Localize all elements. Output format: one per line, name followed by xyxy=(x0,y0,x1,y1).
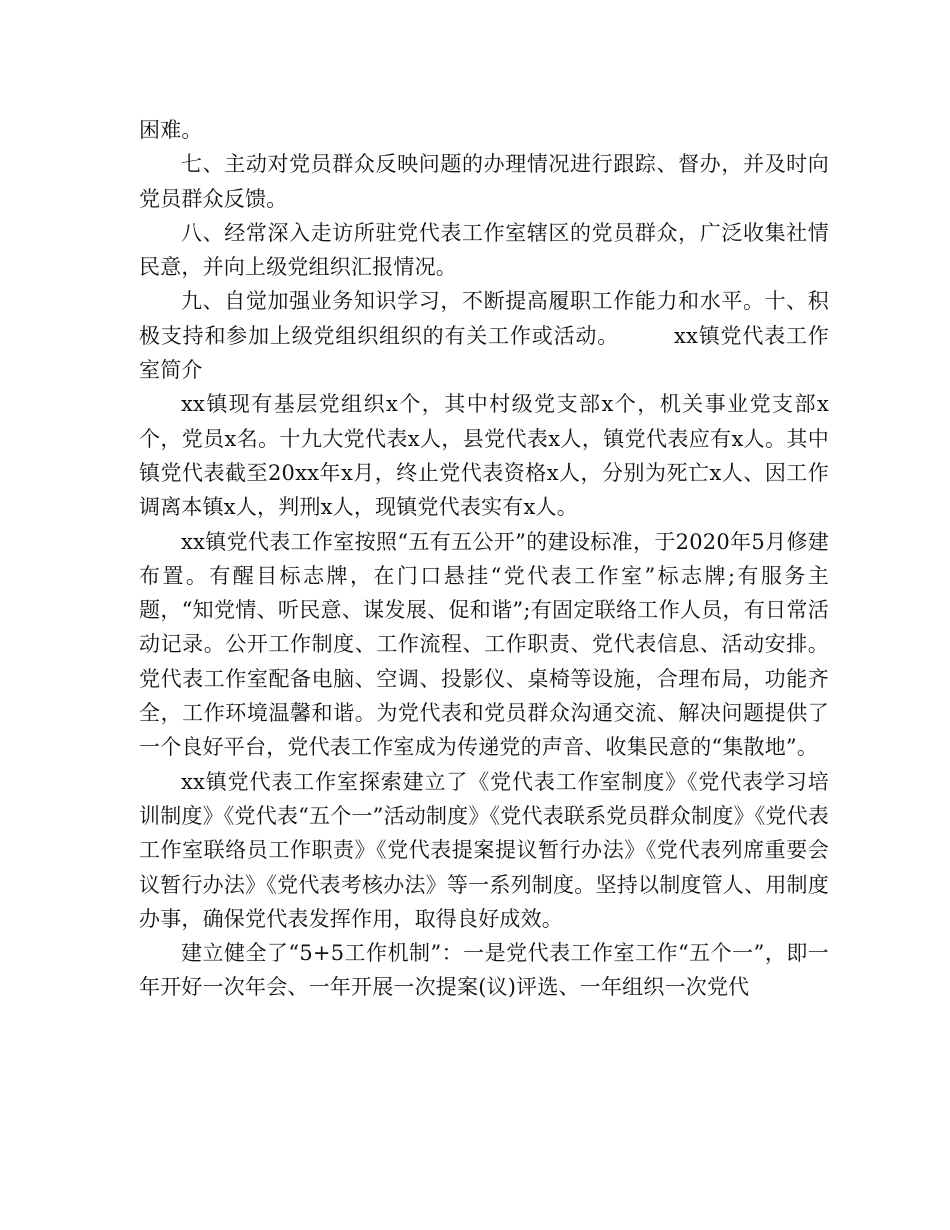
paragraph-construction: xx镇党代表工作室按照“五有五公开”的建设标准，于2020年5月修建布置。有醒目标志牌，在门口悬挂“党代表工作室”标志牌;有服务主题，“知党情、听民意、谋发展、促和谐”;有固定联络工作人员，有日常活动记录。公开工作制度、工作流程、工作职责、党代表信息、活动安排。党代表工作室配备电脑、空调、投影仪、桌椅等设施，合理布局，功能齐全，工作环境温馨和谐。为党代表和党员群众沟通交流、解决问题提供了一个良好平台，党代表工作室成为传递党的声音、收集民意的“集散地”。 xyxy=(139,529,829,760)
paragraph-item-seven: 七、主动对党员群众反映问题的办理情况进行跟踪、督办，并及时向党员群众反馈。 xyxy=(139,152,829,211)
paragraph-overview: xx镇现有基层党组织x个，其中村级党支部x个，机关事业党支部x个，党员x名。十九大党代表x人，县党代表x人，镇党代表应有x人。其中镇党代表截至20xx年x月，终止党代表资格x人，分别为死亡x人、因工作调离本镇x人，判刑x人，现镇党代表实有x人。 xyxy=(139,392,829,520)
paragraph-systems: xx镇党代表工作室探索建立了《党代表工作室制度》《党代表学习培训制度》《党代表“五个一”活动制度》《党代表联系党员群众制度》《党代表工作室联络员工作职责》《党代表提案提议暂行办法》《党代表列席重要会议暂行办法》《党代表考核办法》等一系列制度。坚持以制度管人、用制度办事，确保党代表发挥作用，取得良好成效。 xyxy=(139,769,829,931)
paragraph-continuation: 困难。 xyxy=(139,118,203,142)
paragraph-item-eight: 八、经常深入走访所驻党代表工作室辖区的党员群众，广泛收集社情民意，并向上级党组织汇报情况。 xyxy=(139,220,829,280)
paragraph-mechanism: 建立健全了“5+5工作机制”：一是党代表工作室工作“五个一”，即一年开好一次年会、一年开展一次提案(议)评选、一年组织一次党代 xyxy=(139,941,829,1000)
paragraph-item-nine-ten: 九、自觉加强业务知识学习，不断提高履职工作能力和水平。十、积极支持和参加上级党组织组织的有关工作或活动。 xx镇党代表工作室简介 xyxy=(139,289,829,383)
document-body xyxy=(139,113,829,1005)
